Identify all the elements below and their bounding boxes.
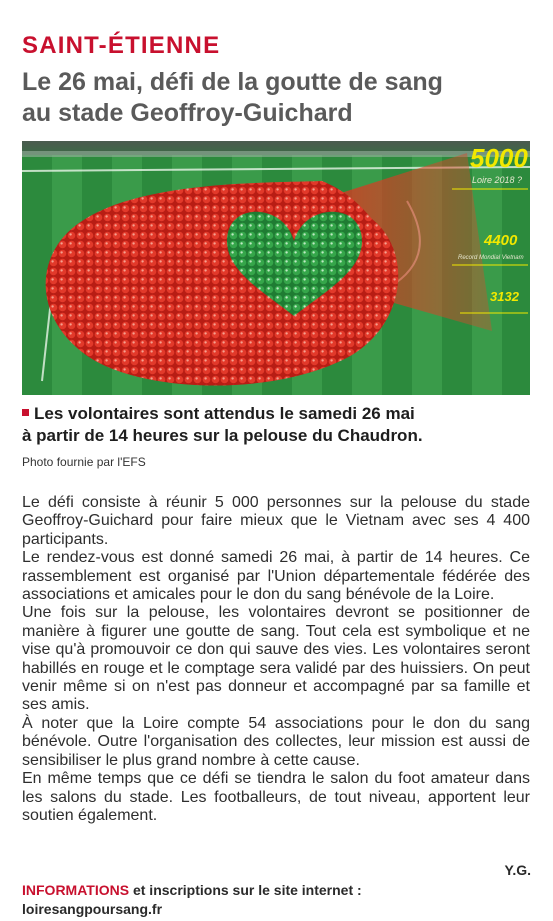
paragraph-1: Le défi consiste à réunir 5 000 personnes sur la pelouse du stade Geoffroy-Guichard pour faire mieux que le Vietnam avec ses 4 400 participants.: [22, 494, 530, 548]
caption-line-2: à partir de 14 heures sur la pelouse du Chaudron.: [22, 426, 423, 445]
blood-drop: [46, 181, 399, 386]
info-text: et inscriptions sur le site internet :: [129, 882, 362, 898]
author-signature: Y.G.: [504, 862, 531, 878]
headline-line-2: au stade Geoffroy-Guichard: [22, 99, 353, 127]
article-photo: [22, 141, 530, 395]
paragraph-4: À noter que la Loire compte 54 associations pour le don du sang bénévole. Outre l'organisation des collectes, leur mission est aussi de sensibiliser le plus grand nombre à cette cause.: [22, 714, 530, 769]
info-url-link[interactable]: loiresangpoursang.fr: [22, 901, 163, 917]
photo-caption: [22, 403, 537, 447]
paragraph-5: En même temps que ce défi se tiendra le salon du foot amateur dans les salons du stade. Les footballeurs, de tout niveau, apportent leur soutien également.: [22, 770, 530, 824]
caption-line-1: Les volontaires sont attendus le samedi 26 mai: [34, 404, 415, 423]
caption-bullet-icon: [22, 409, 29, 416]
photo-sub-5000: Loire 2018 ?: [472, 175, 523, 185]
info-box: [22, 881, 362, 919]
paragraph-2: Le rendez-vous est donné samedi 26 mai, à partir de 14 heures. Ce rassemblement est organisé par l'Union départementale fédérée des associations et amicales pour le don du sang bénévole de la Loire.: [22, 549, 530, 604]
photo-label-4400: 4400: [484, 232, 518, 249]
paragraph-3: Une fois sur la pelouse, les volontaires devront se positionner de manière à figurer une goutte de sang. Tout cela est symbolique et ne vise qu'à promouvoir ce don qui sauve des vies. Les volontaires seront habillés en rouge et le comptage sera validé par des huissiers. On peut venir même si on n'est pas donneur et accompagné par sa famille et ses amis.: [22, 604, 530, 714]
section-kicker: SAINT-ÉTIENNE: [22, 32, 221, 59]
photo-label-5000: 5000: [470, 143, 528, 173]
photo-label-3132: 3132: [490, 289, 519, 304]
article-headline: [22, 67, 537, 129]
photo-credit: Photo fournie par l'EFS: [22, 455, 146, 469]
article-body: [22, 494, 530, 825]
photo-sub-4400: Record Mondial Vietnam: [458, 255, 524, 261]
headline-line-1: Le 26 mai, défi de la goutte de sang: [22, 68, 443, 96]
info-label: INFORMATIONS: [22, 882, 130, 898]
